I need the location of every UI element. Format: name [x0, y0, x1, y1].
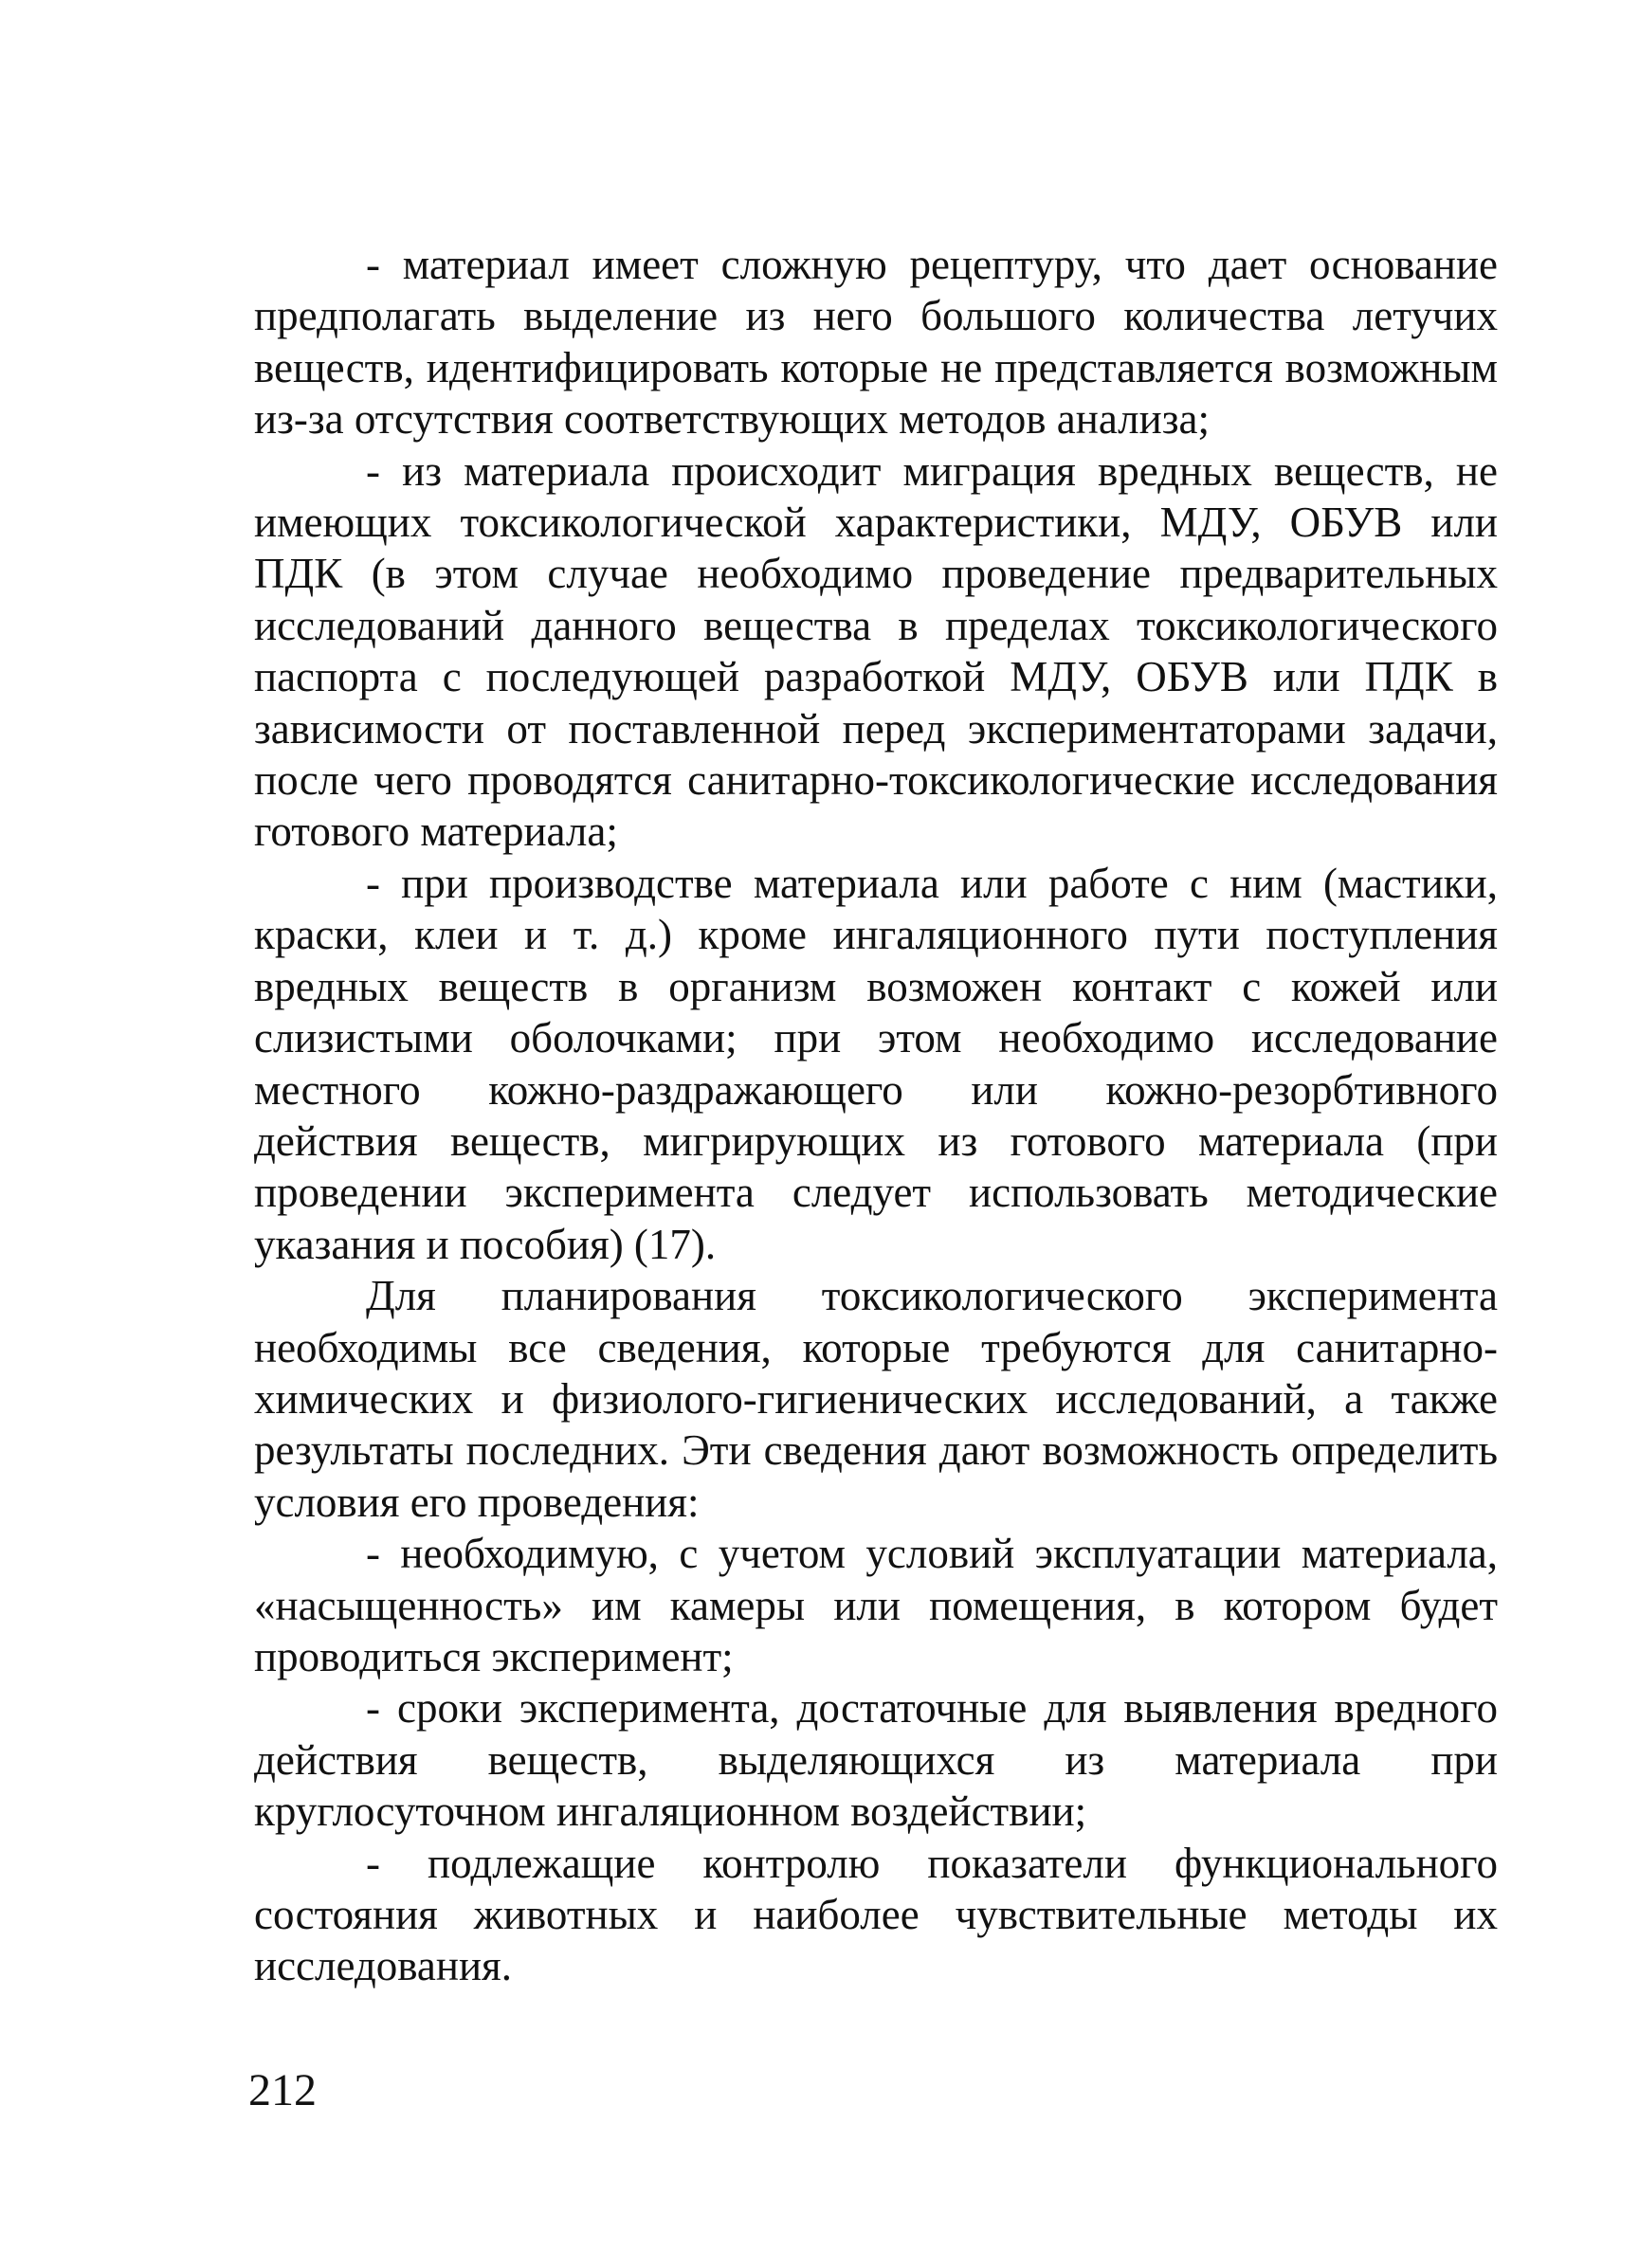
paragraph-planning: Для планирования токсикологического эксперимента необходимы все сведения, которые требуются для санитарно-химических и физиолого-гигиенических исследований, а также результаты последних. Эти сведения дают возможность определить условия его проведения:: [254, 1272, 1498, 1526]
paragraph-duration: - сроки эксперимента, достаточные для выявления вредного действия веществ, выделяющихся из материала при круглосуточном ингаляционном воздействии;: [254, 1684, 1498, 1836]
paragraph-saturation: - необходимую, с учетом условий эксплуатации материала, «насыщенность» им камеры или помещения, в котором будет проводиться эксперимент;: [254, 1530, 1498, 1680]
paragraph-indicators: - подлежащие контролю показатели функционального состояния животных и наиболее чувствительные методы их исследования.: [254, 1839, 1498, 1990]
paragraph-migration: - из материала происходит миграция вредных веществ, не имеющих токсикологической характеристики, МДУ, ОБУВ или ПДК (в этом случае необходимо проведение предварительных исследований данного вещества в пределах токсикологического паспорта с последующей разработкой МДУ, ОБУВ или ПДК в зависимости от поставленной перед экспериментаторами задачи, после чего проводятся санитарно-токсикологические исследования готового материала;: [254, 446, 1498, 856]
body-text: [254, 239, 1498, 1992]
paragraph-material-recipe: - материал имеет сложную рецептуру, что дает основание предполагать выделение из него большого количества летучих веществ, идентифицировать которые не представляется возможным из-за отсутствия соответствующих методов анализа;: [254, 241, 1498, 444]
page-number: 212: [248, 2065, 317, 2115]
paragraph-skin-contact: - при производстве материала или работе с ним (мастики, краски, клеи и т. д.) кроме ингаляционного пути поступления вредных веществ в организм возможен контакт с кожей или слизистыми оболочками; при этом необходимо исследование местного кожно-раздражающего или кожно-резорбтивного действия веществ, мигрирующих из готового материала (при проведении эксперимента следует использовать методические указания и пособия) (17).: [254, 859, 1498, 1268]
